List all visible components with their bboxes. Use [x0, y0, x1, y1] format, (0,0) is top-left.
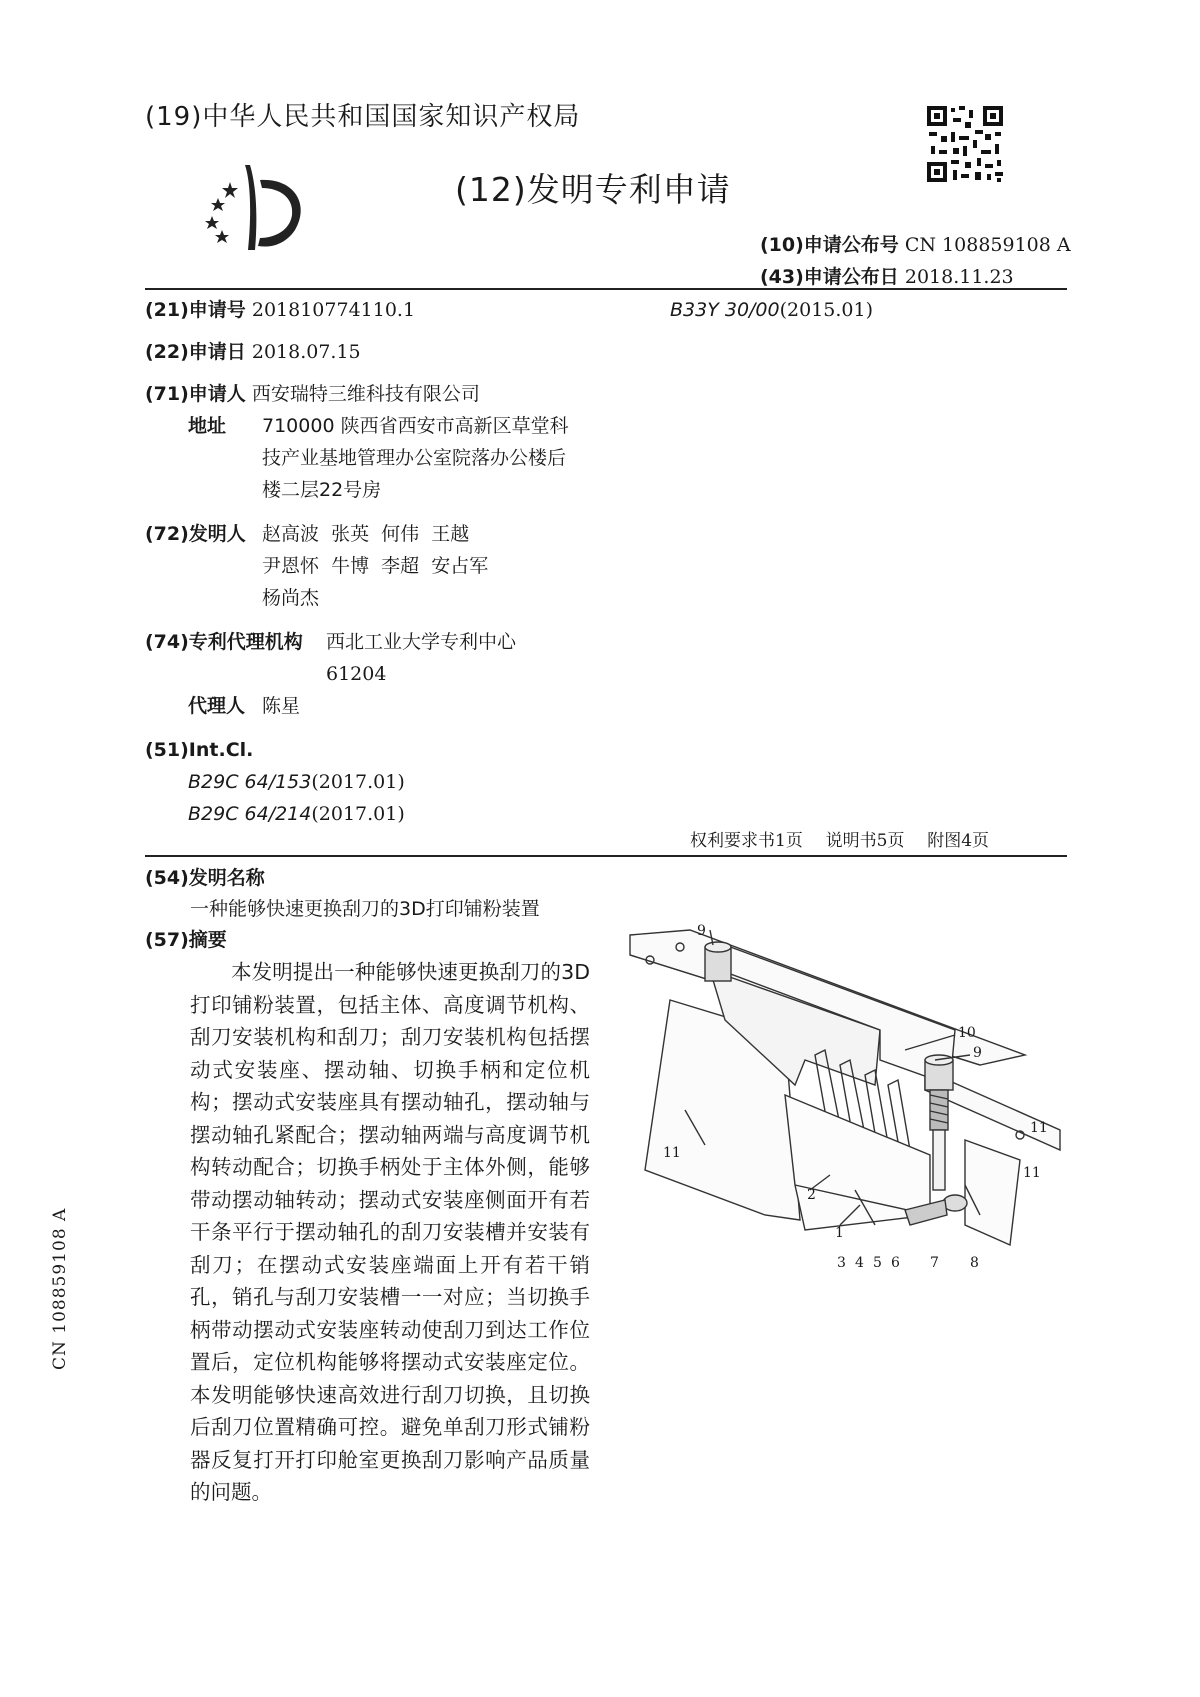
application-number-row — [145, 294, 415, 326]
invention-title-label: (54)发明名称 — [145, 867, 265, 889]
office-name: (19)中华人民共和国国家知识产权局 — [145, 102, 581, 132]
applicant-row — [145, 378, 480, 410]
label-11a: 11 — [663, 1145, 681, 1161]
agency-label: (74)专利代理机构 — [145, 631, 303, 653]
intcl-1-version: (2017.01) — [311, 771, 405, 793]
abstract-drawing — [625, 925, 1070, 1295]
page-counts: 权利要求书1页 说明书5页 附图4页 — [690, 831, 990, 851]
invention-title: 一种能够快速更换刮刀的3D打印铺粉装置 — [190, 898, 540, 920]
application-number-value: 201810774110.1 — [251, 299, 416, 321]
ipc-main-code: B33Y 30/00 — [670, 299, 780, 321]
intcl-2-version: (2017.01) — [311, 803, 405, 825]
label-3: 3 — [837, 1255, 846, 1271]
inventors-line-2: 尹恩怀 牛博 李超 安占军 — [262, 555, 489, 577]
publication-date-label: (43)申请公布日 — [760, 266, 899, 288]
publication-date-row — [760, 262, 1014, 289]
agency-value: 西北工业大学专利中心 — [326, 631, 517, 653]
application-date-row — [145, 336, 361, 368]
abstract-text: 本发明提出一种能够快速更换刮刀的3D打印铺粉装置，包括主体、高度调节机构、刮刀安装机构和刮刀；刮刀安装机构包括摆动式安装座、摆动轴、切换手柄和定位机构；摆动式安装座具有摆动轴孔，摆动轴与摆动轴孔紧配合；摆动轴两端与高度调节机构转动配合；切换手柄处于主体外侧，能够带动摆动轴转动；摆动式安装座侧面开有若干条平行于摆动轴孔的刮刀安装槽并安装有刮刀；在摆动式安装座端面上开有若干销孔，销孔与刮刀安装槽一一对应；当切换手柄带动摆动式安装座转动使刮刀到达工作位置后，定位机构能够将摆动式安装座定位。本发明能够快速高效进行刮刀切换，且切换后刮刀位置精确可控。避免单刮刀形式铺粉器反复打开打印舱室更换刮刀影响产品质量的问题。 — [190, 960, 590, 1504]
ipc-main-row — [670, 294, 873, 326]
application-number-label: (21)申请号 — [145, 299, 246, 321]
header-divider — [145, 288, 1067, 290]
label-9a: 9 — [697, 923, 706, 939]
applicant-label: (71)申请人 — [145, 383, 246, 405]
label-10: 10 — [958, 1025, 976, 1041]
applicant-value: 西安瑞特三维科技有限公司 — [251, 383, 480, 405]
intcl-label: (51)Int.Cl. — [145, 739, 254, 761]
cnipa-logo — [200, 160, 315, 255]
qr-code-icon — [925, 104, 1005, 184]
agent-value: 陈星 — [262, 695, 301, 717]
application-date-value: 2018.07.15 — [251, 341, 361, 363]
intcl-row-2 — [188, 798, 405, 830]
label-2: 2 — [807, 1187, 816, 1203]
publication-number-label: (10)申请公布号 — [760, 234, 899, 256]
abstract-label: (57)摘要 — [145, 929, 227, 951]
label-11b: 11 — [1023, 1165, 1041, 1181]
agent-label: 代理人 — [188, 695, 246, 717]
label-11c: 11 — [1030, 1120, 1048, 1136]
ipc-main-version: (2015.01) — [779, 299, 874, 321]
intcl-1-code: B29C 64/153 — [188, 771, 312, 793]
publication-number-row — [760, 230, 1071, 257]
label-7: 7 — [930, 1255, 939, 1271]
agency-code: 61204 — [326, 663, 387, 685]
label-6: 6 — [891, 1255, 900, 1271]
address-line-2: 技产业基地管理办公室院落办公楼后 — [262, 447, 567, 469]
application-date-label: (22)申请日 — [145, 341, 246, 363]
label-4: 4 — [855, 1255, 864, 1271]
intcl-2-code: B29C 64/214 — [188, 803, 312, 825]
address-line-1: 710000 陕西省西安市高新区草堂科 — [262, 415, 569, 437]
label-1: 1 — [835, 1225, 844, 1241]
inventors-line-1: 赵高波 张英 何伟 王越 — [262, 523, 470, 545]
address-label: 地址 — [188, 415, 227, 437]
side-publication-number: CN 108859108 A — [50, 1207, 70, 1370]
address-line-3: 楼二层22号房 — [262, 479, 382, 501]
inventor-label: (72)发明人 — [145, 523, 246, 545]
publication-date-value: 2018.11.23 — [904, 266, 1014, 288]
publication-number-value: CN 108859108 A — [904, 234, 1071, 256]
label-5: 5 — [873, 1255, 882, 1271]
document-type: (12)发明专利申请 — [455, 170, 731, 209]
label-9b: 9 — [973, 1045, 982, 1061]
biblio-divider — [145, 855, 1067, 857]
intcl-row-1 — [188, 766, 405, 798]
inventors-line-3: 杨尚杰 — [262, 587, 320, 609]
label-8: 8 — [970, 1255, 979, 1271]
